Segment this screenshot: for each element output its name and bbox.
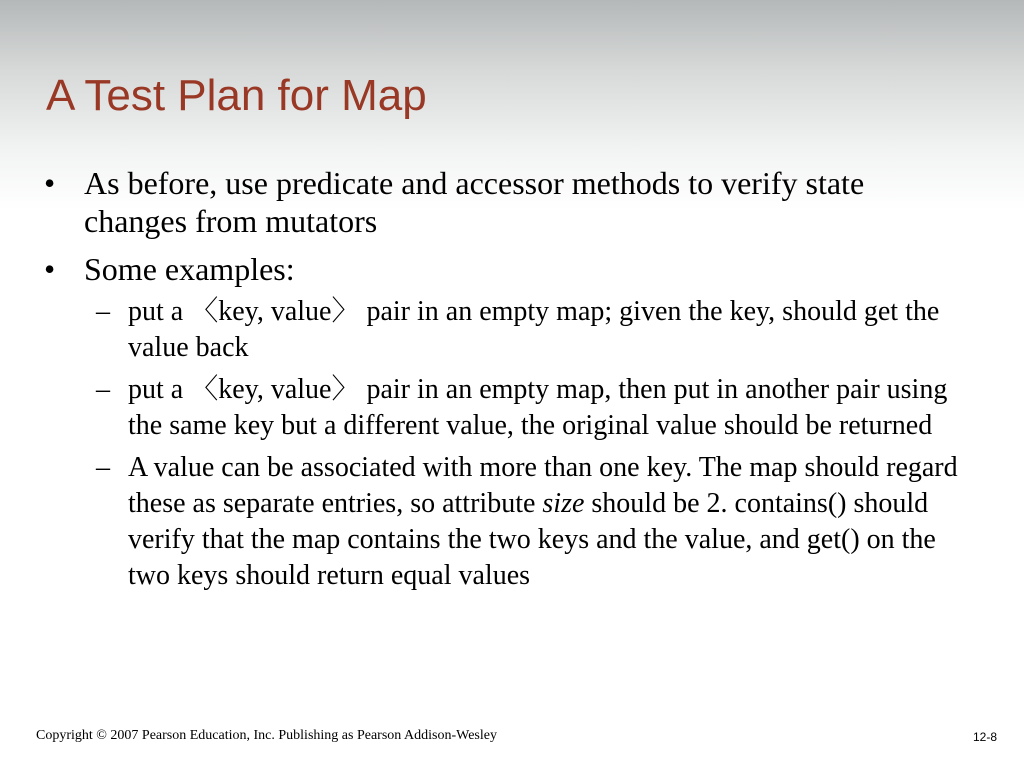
sub-bullet-text-part: A value can be associated with more than one key. The map should regard these as separate entries, so attribute <box>128 452 958 519</box>
bullet-marker: • <box>44 251 56 287</box>
bullet-item <box>0 250 1024 288</box>
sub-bullet-marker: – <box>96 374 110 405</box>
slide-title: A Test Plan for Map <box>46 71 427 120</box>
bullet-item <box>0 164 1024 240</box>
bullet-text: Some examples: <box>84 251 295 287</box>
bullet-text: As before, use predicate and accessor methods to verify state changes from mutators <box>84 165 865 239</box>
sub-bullet-text: put a 〈key, value〉 pair in an empty map, then put in another pair using the same key but a different value, the original value should be returned <box>128 374 948 441</box>
slide-content <box>0 160 1024 594</box>
italic-term: size <box>542 488 585 519</box>
sub-bullet-item <box>0 294 1024 366</box>
footer-copyright: Copyright © 2007 Pearson Education, Inc. Publishing as Pearson Addison-Wesley <box>36 728 497 743</box>
sub-bullet-text-part: should be 2. contains() should verify that the map contains the two keys and the value, and get() on the two keys should return equal values <box>128 488 936 591</box>
sub-bullet-marker: – <box>96 452 110 483</box>
sub-bullet-text: put a 〈key, value〉 pair in an empty map; given the key, should get the value back <box>128 296 940 363</box>
sub-bullet-item <box>0 372 1024 444</box>
page-number: 12-8 <box>972 730 997 744</box>
bullet-marker: • <box>44 165 56 201</box>
sub-bullet-marker: – <box>96 296 110 327</box>
sub-bullet-item <box>0 450 1024 594</box>
